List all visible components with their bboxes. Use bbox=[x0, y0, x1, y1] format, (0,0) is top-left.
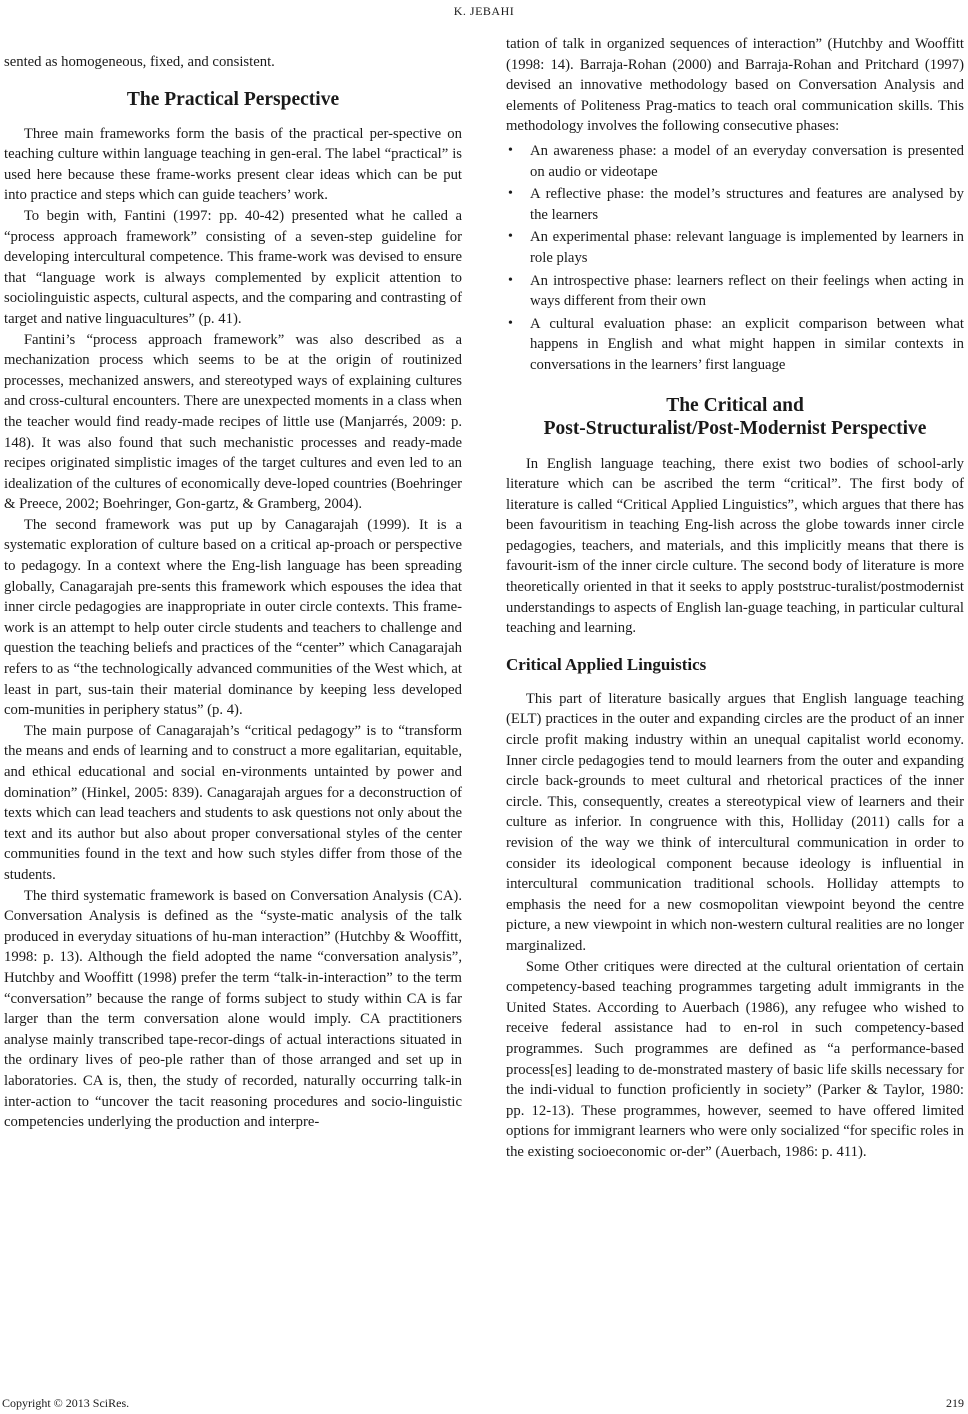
right-column bbox=[506, 34, 964, 1163]
bullet-icon: • bbox=[508, 229, 513, 245]
page-number: 219 bbox=[946, 1396, 964, 1410]
bullet-icon: • bbox=[508, 272, 513, 288]
bullet-icon: • bbox=[508, 186, 513, 202]
subsection-heading-cal: Critical Applied Linguistics bbox=[506, 654, 707, 674]
list-item: • An introspective phase: learners reflect on their feelings when acting in ways different from their own bbox=[508, 272, 964, 310]
paragraph: This part of literature basically argues that English language teaching (ELT) practices in the outer and expanding circles are the product of an inner circle profit making industry within an unequal capitalist world economy. Inner circle pedagogies tend to mould learners from the outer and expanding circle back-grounds to meet cultural and rhetorical practices of the inner circle. This, consequently, creates a stereotypical view of learners and their culture as inferior. In congruence with this, Holliday (2011) calls for a revision of the way we think of intercultural communication in order to consider its ideological component because ideology is influential in intercultural communication traditional schools. Holliday attempts to emphasis the need for a new cosmopolitan viewpoint beyond the centre picture, a new viewpoint in which non-western cultural realities are no longer marginalized. bbox=[506, 690, 964, 954]
paragraph: Some Other critiques were directed at the cultural orientation of certain competency-based teaching programmes targeting adult immigrants in the United States. According to Auerbach (1986), any refugee who wished to receive federal assistance had to en-rol in such competency-based programmes. Such programmes are defined as “a performance-based process[es] leading to de-monstrated mastery of basic life skills necessary for the indi-vidual to function proficiently in society” (Parker & Taylor, 1980: pp. 12-13). These programmes, however, seemed to have offered limited options for immigrant learners who were only socialized “for specific roles in the existing socioeconomic or-der” (Auerbach, 1986: p. 411). bbox=[506, 958, 964, 1160]
paragraph-continuation: sented as homogeneous, fixed, and consistent. bbox=[4, 54, 275, 70]
paragraph: The main purpose of Canagarajah’s “critical pedagogy” is to “transform the means and ends of learning and to construct a more egalitarian, equitable, and ethical educational and social en-vironments untainted by power and domination” (Hinkel, 2005: 839). Canagarajah argues for a deconstruction of texts which can lead teachers and students to ask questions not only about the text and its author but also about proper conversational styles of the center communities found in the text and how such styles differ from those of the students. bbox=[4, 722, 462, 883]
running-head: K. JEBAHI bbox=[453, 4, 515, 18]
paragraph: Fantini’s “process approach framework” was also described as a mechanization process which seems to be at the origin of routinized processes, mechanized answers, and stereotyped ways of explaining cultures and cross-cultural encounters. There are unexpected moments in a class when the teacher would find ready-made recipes of little use (Manjarrés, 2009: p. 148). It was also found that such mechanistic processes and ready-made recipes originated simplistic images of the target cultures and even led to an idealization of the cultures of economically deve-loped countries (Boehringer & Preece, 2002; Boehringer, Gon-gartz, & Gramberg, 2004). bbox=[4, 331, 462, 513]
section-heading-practical: The Practical Perspective bbox=[126, 88, 340, 110]
list-item: • A reflective phase: the model’s structures and features are analysed by the learners bbox=[508, 186, 964, 223]
paragraph: The second framework was put up by Canagarajah (1999). It is a systematic exploration of culture based on a critical ap-proach or perspective to pedagogy. In a context where the Eng-lish language has been spreading globally, Canagarajah pre-sents this framework which espouses the idea that inner circle pedagogies are inappropriate in outer circle contexts. This frame-work is an attempt to help outer circle students and teachers to challenge and question the teaching beliefs and practices of the “center” which Canagarajah refers to as “the technologically advanced communities of the West which, at least in part, sus-tain their material dominance by keeping less developed com-munities in periphery status” (p. 4). bbox=[4, 516, 462, 719]
copyright-footer: Copyright © 2013 SciRes. bbox=[2, 1396, 130, 1410]
paragraph: In English language teaching, there exist two bodies of school-arly literature which can be ascribed the term “critical”. The first body of literature is called “Critical Applied Linguistics”, which argues that there has been favouritism in teaching Eng-lish across the globe towards inner circle pedagogies, teachers, and materials, and this implicitly means that there is favourit-ism of the inner circle culture. The second body of literature is more theoretically oriented in that it seeks to apply poststruc-turalist/postmodernist understandings to aspects of English lan-guage teaching, in particular cultural teaching and learning. bbox=[506, 455, 964, 637]
list-item: • An awareness phase: a model of an everyday conversation is presented on audio or videotape bbox=[508, 142, 964, 180]
section-heading-critical: The Critical and Post-Structuralist/Post-Modernist Perspective bbox=[543, 394, 927, 439]
list-item: • A cultural evaluation phase: an explicit comparison between what happens in English and what might happen in similar contexts in conversations in the learners’ first language bbox=[508, 315, 964, 373]
left-column bbox=[4, 52, 462, 1133]
paragraph: Three main frameworks form the basis of the practical per-spective on teaching culture within language teaching in gen-eral. The label “practical” is used here because these frame-works present clear ideas which can be put into practice and steps which can guide teachers’ work. bbox=[4, 125, 462, 204]
bullet-icon: • bbox=[508, 315, 513, 331]
list-item: • An experimental phase: relevant language is implemented by learners in role plays bbox=[508, 229, 964, 266]
paragraph-continuation: tation of talk in organized sequences of interaction” (Hutchby and Wooffitt (1998: 14). Barraja-Rohan (2000) and Barraja-Rohan and Pritchard (1997) devised an innovative methodology based on Conversation Analysis and elements of Politeness Prag-matics to teach oral communication skills. This methodology involves the following consecutive phases: bbox=[506, 36, 964, 135]
paragraph: The third systematic framework is based on Conversation Analysis (CA). Conversation Analysis is defined as the “syste-matic analysis of the talk produced in everyday situations of hu-man interaction” (Hutchby & Wooffitt, 1998: p. 13). Although the field adopted the name “conversation analysis”, Hutchby and Wooffitt (1998) prefer the term “talk-in-interaction” to the term “conversation” because the range of forms subject to study within CA is far larger than the term conversation alone would imply. CA practitioners analyse mainly transcribed tape-recor-dings of actual interactions situated in the ordinary lives of peo-ple rather than of those arranged and set up in laboratories. CA is, then, the study of recorded, naturally occurring talk-in inter-action to “uncover the tacit reasoning procedures and socio-linguistic competencies underlying the production and interpre- bbox=[4, 887, 462, 1131]
phase-list bbox=[506, 141, 964, 376]
bullet-icon: • bbox=[508, 142, 513, 158]
paragraph: To begin with, Fantini (1997: pp. 40-42) presented what he called a “process approach framework” consisting of a seven-step guideline for developing intercultural competence. This frame-work was devised to ensure that “language work is always complemented by explicit attention to sociolinguistic aspects, cultural aspects, and the comparing and contrasting of target and native linguacultures” (p. 41). bbox=[4, 207, 462, 327]
